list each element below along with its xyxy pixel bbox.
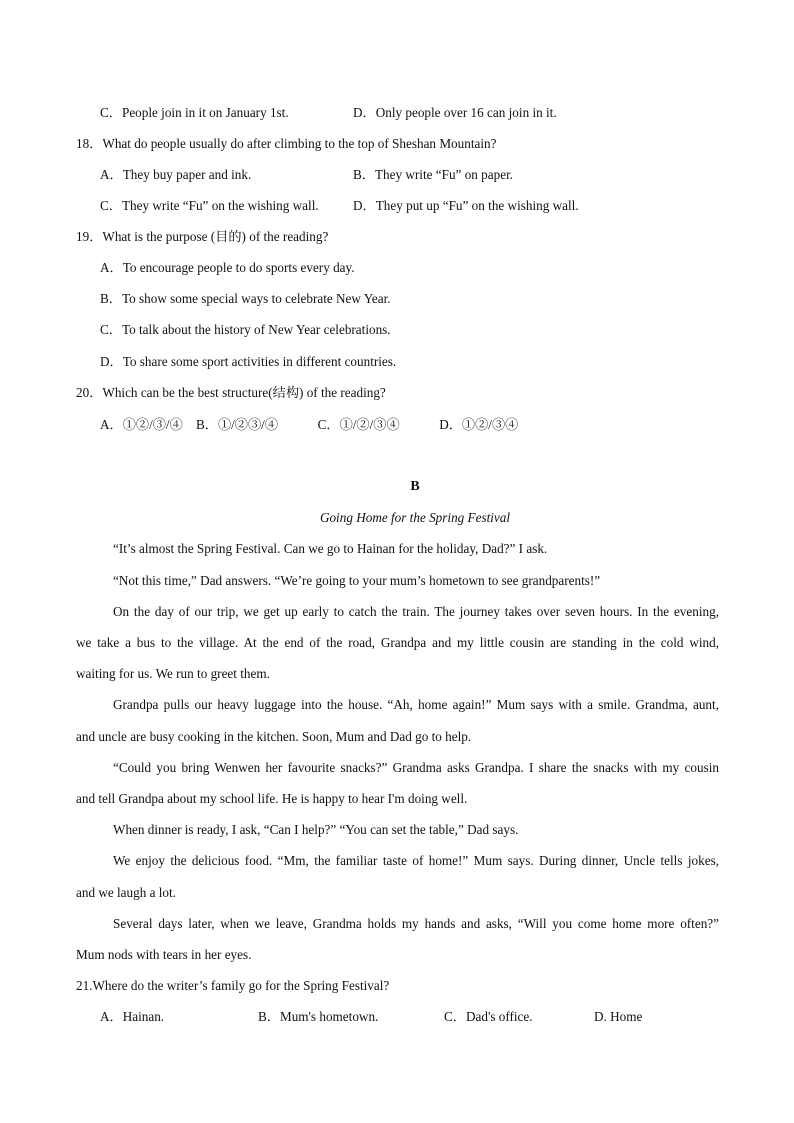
passage-title: Going Home for the Spring Festival <box>319 510 511 525</box>
q19-option-c: C．To talk about the history of New Year celebrations. <box>100 322 391 337</box>
passage-line-14: Mum nods with tears in her eyes. <box>76 947 252 962</box>
passage-line-7: and uncle are busy cooking in the kitchen. Soon, Mum and Dad go to help. <box>76 729 472 744</box>
passage-line-8: “Could you bring Wenwen her favourite snacks?” Grandma asks Grandpa. I share the snacks with my cousin <box>113 760 719 775</box>
q19-option-a: A．To encourage people to do sports every day. <box>100 260 355 275</box>
q21-stem: 21.Where do the writer’s family go for the Spring Festival? <box>76 978 390 993</box>
passage-line-12: and we laugh a lot. <box>76 885 176 900</box>
q18-option-d: D．They put up “Fu” on the wishing wall. <box>353 198 579 213</box>
passage-line-1: “It’s almost the Spring Festival. Can we go to Hainan for the holiday, Dad?” I ask. <box>113 541 548 556</box>
q19-option-b: B．To show some special ways to celebrate New Year. <box>100 291 391 306</box>
passage-line-10: When dinner is ready, I ask, “Can I help?” “You can set the table,” Dad says. <box>113 822 519 837</box>
passage-line-6: Grandpa pulls our heavy luggage into the house. “Ah, home again!” Mum says with a smile. Grandma, aunt, <box>113 697 719 712</box>
q18-option-c: C．They write “Fu” on the wishing wall. <box>100 198 319 213</box>
q20-stem: 20．Which can be the best structure(结构) of the reading? <box>76 385 386 400</box>
q21-option-c: C．Dad's office. <box>444 1009 533 1024</box>
passage-line-11: We enjoy the delicious food. “Mm, the familiar taste of home!” Mum says. During dinner, Uncle tells jokes, <box>113 853 719 868</box>
q21-option-b: B．Mum's hometown. <box>258 1009 379 1024</box>
passage-line-2: “Not this time,” Dad answers. “We’re going to your mum’s hometown to see grandparents!” <box>113 573 601 588</box>
q18-stem: 18．What do people usually do after climbing to the top of Sheshan Mountain? <box>76 136 497 151</box>
q19-stem: 19．What is the purpose (目的) of the reading? <box>76 229 329 244</box>
passage-line-13: Several days later, when we leave, Grandma holds my hands and asks, “Will you come home more often?” <box>113 916 719 931</box>
q19-option-d: D．To share some sport activities in different countries. <box>100 354 397 369</box>
q20-options: A．①②/③/④ B．①/②③/④ C．①/②/③④ D．①②/③④ <box>100 417 519 432</box>
passage-line-5: waiting for us. We run to greet them. <box>76 666 270 681</box>
passage-line-9: and tell Grandpa about my school life. He is happy to hear I'm doing well. <box>76 791 468 806</box>
q18-option-a: A．They buy paper and ink. <box>100 167 252 182</box>
q17-option-d: D．Only people over 16 can join in it. <box>353 105 557 120</box>
q21-option-d: D. Home <box>594 1009 643 1024</box>
section-letter: B <box>410 479 420 494</box>
passage-line-4: we take a bus to the village. At the end of the road, Grandpa and my little cousin are standing in the cold wind, <box>76 635 719 650</box>
q18-option-b: B．They write “Fu” on paper. <box>353 167 514 182</box>
passage-line-3: On the day of our trip, we get up early to catch the train. The journey takes over seven hours. In the evening, <box>113 604 719 619</box>
q21-option-a: A．Hainan. <box>100 1009 165 1024</box>
q17-option-c: C．People join in it on January 1st. <box>100 105 289 120</box>
